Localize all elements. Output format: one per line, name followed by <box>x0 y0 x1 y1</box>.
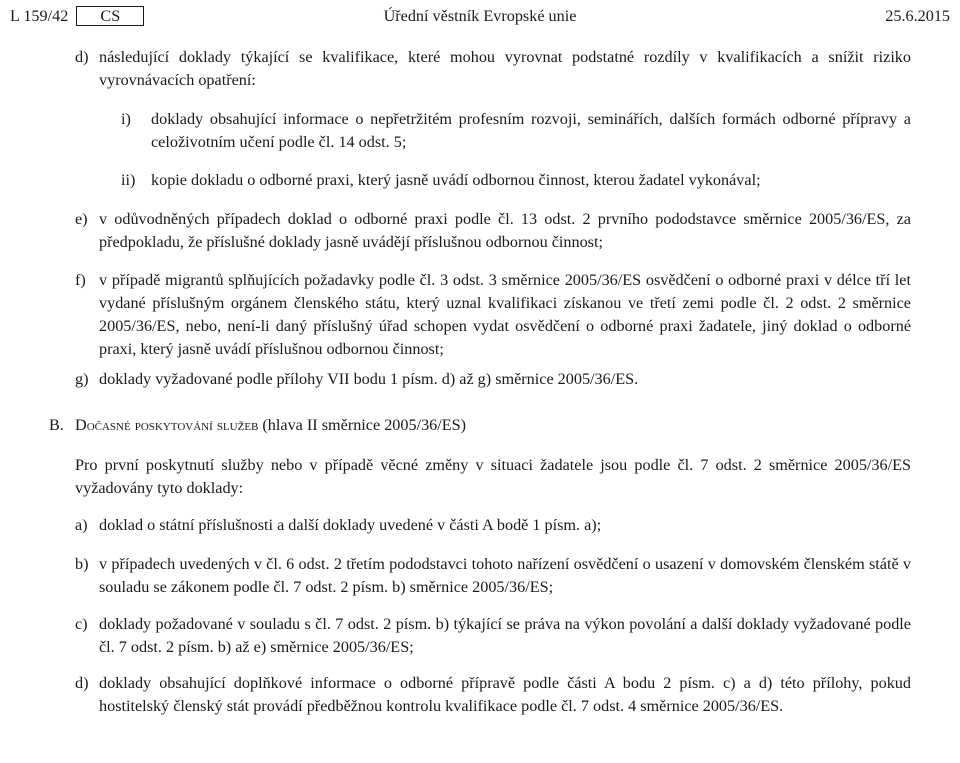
item-label: f) <box>75 271 86 289</box>
list-item-g <box>75 368 911 391</box>
item-text: doklady obsahující informace o nepřetržitém profesním rozvoji, seminářích, dalších formách odborné přípravy a celoživotním učení podle čl. 14 odst. 5; <box>151 110 911 151</box>
language-code: CS <box>76 6 144 26</box>
item-label: a) <box>75 516 88 534</box>
item-text: doklad o státní příslušnosti a další doklady uvedené v části A bodě 1 písm. a); <box>99 516 602 534</box>
section-title-suffix: (hlava II směrnice 2005/36/ES) <box>258 416 467 434</box>
publication-date: 25.6.2015 <box>885 6 950 25</box>
list-item-d <box>75 46 911 92</box>
item-text: doklady vyžadované podle přílohy VII bodu 1 písm. d) až g) směrnice 2005/36/ES. <box>99 370 639 388</box>
section-b-item-d <box>75 672 911 718</box>
page-reference: L 159/42 <box>10 6 69 25</box>
item-text: v případě migrantů splňujících požadavky podle čl. 3 odst. 3 směrnice 2005/36/ES osvědčení o odborné praxi v délce tří let vydané příslušným orgánem členského státu, který uznal kvalifikaci získanou ve třetí zemi podle čl. 2 odst. 2 směrnice 2005/36/ES, nebo, není-li daný příslušný úřad schopen vydat osvědčení o odborné praxi žadatele, jiný doklad o odborné praxi, který jasně uvádí příslušnou odbornou činnost; <box>99 271 911 358</box>
item-text: doklady obsahující doplňkové informace o odborné přípravě podle části A bodu 2 písm. c) a d) této přílohy, pokud hostitelský členský stát provádí předběžnou kontrolu kvalifikace podle čl. 7 odst. 4 směrnice 2005/36/ES. <box>99 674 911 715</box>
item-label: i) <box>121 110 131 128</box>
section-title: Dočasné poskytování služeb <box>75 416 259 434</box>
item-label: c) <box>75 615 88 633</box>
journal-title: Úřední věstník Evropské unie <box>383 6 577 25</box>
item-label: e) <box>75 210 88 228</box>
item-label: ii) <box>121 171 136 189</box>
item-text: kopie dokladu o odborné praxi, který jasně uvádí odbornou činnost, kterou žadatel vykonával; <box>151 171 761 189</box>
header-left <box>10 5 144 28</box>
item-text: následující doklady týkající se kvalifikace, které mohou vyrovnat podstatné rozdíly v kvalifikacích a snížit riziko vyrovnávacích opatření: <box>99 48 911 89</box>
page-header <box>10 4 950 28</box>
list-subitem-i <box>121 108 911 154</box>
list-item-e <box>75 208 911 254</box>
item-label: b) <box>75 555 89 573</box>
section-b-heading <box>49 414 911 437</box>
item-text: doklady požadované v souladu s čl. 7 odst. 2 písm. b) týkající se práva na výkon povolání a další doklady vyžadované podle čl. 7 odst. 2 písm. b) až e) směrnice 2005/36/ES; <box>99 615 911 656</box>
section-b-item-c <box>75 613 911 659</box>
item-label: g) <box>75 370 89 388</box>
section-b-intro: Pro první poskytnutí služby nebo v případě věcné změny v situaci žadatele jsou podle čl. 7 odst. 2 směrnice 2005/36/ES vyžadovány tyto doklady: <box>75 456 911 497</box>
item-text: v odůvodněných případech doklad o odborné praxi podle čl. 13 odst. 2 prvního pododstavce směrnice 2005/36/ES, za předpokladu, že příslušné doklady jasně uvádějí příslušnou odbornou činnost; <box>99 210 911 251</box>
section-label: B. <box>49 416 64 434</box>
list-subitem-ii <box>121 169 911 192</box>
list-item-f <box>75 269 911 361</box>
item-label: d) <box>75 674 89 692</box>
item-text: v případech uvedených v čl. 6 odst. 2 třetím pododstavci tohoto nařízení osvědčení o usazení v domovském členském státě v souladu se zákonem podle čl. 7 odst. 2 písm. b) směrnice 2005/36/ES; <box>99 555 911 596</box>
item-label: d) <box>75 48 89 66</box>
section-b-item-b <box>75 553 911 599</box>
section-b-item-a <box>75 514 911 537</box>
